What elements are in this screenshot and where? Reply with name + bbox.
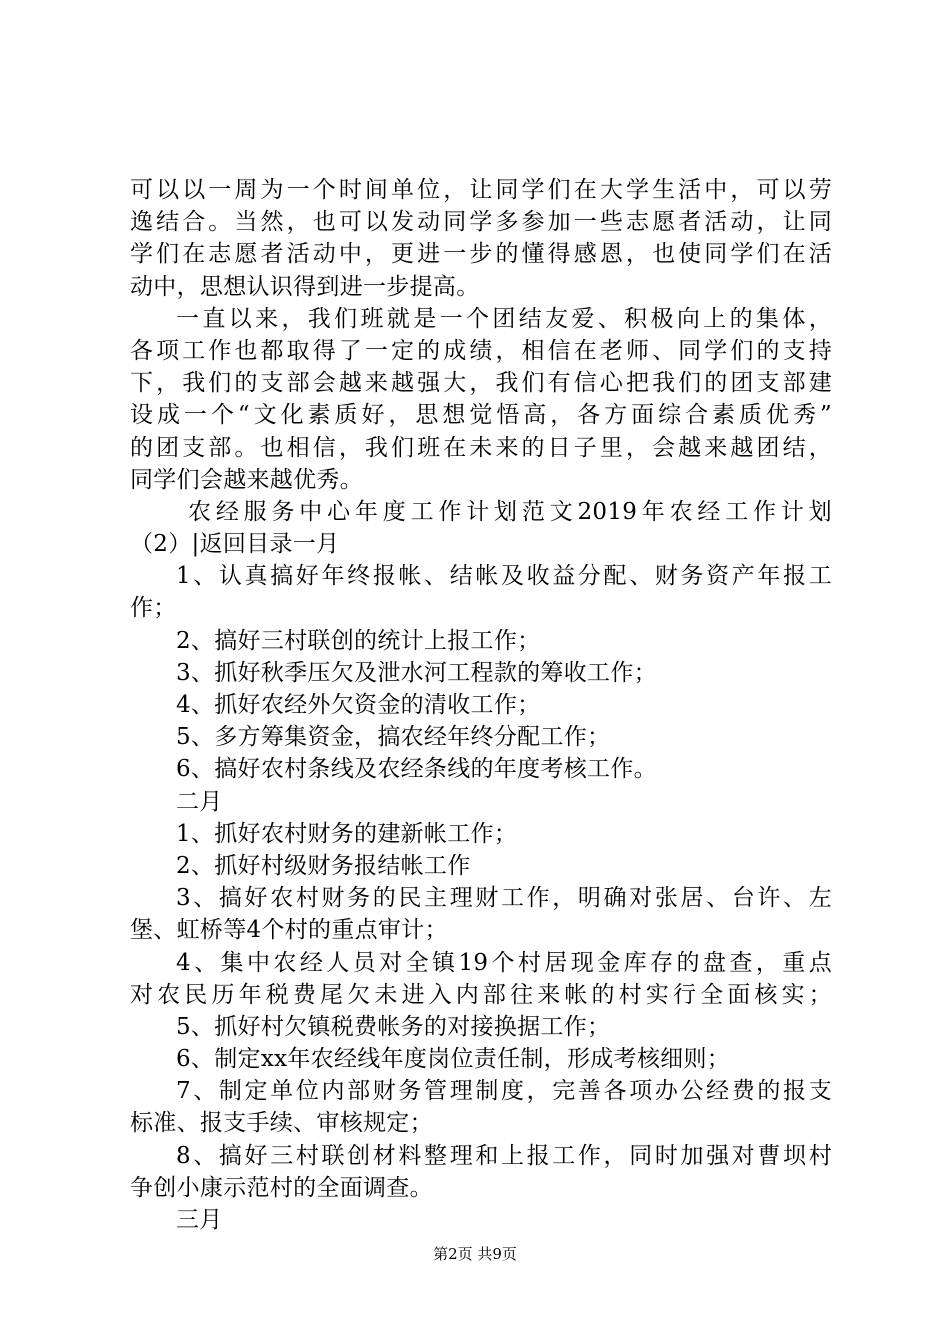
list-item: 3、搞好农村财务的民主理财工作，明确对张居、台许、左	[176, 885, 832, 912]
text-line: 学们在志愿者活动中，更进一步的懂得感恩，也使同学们在活	[130, 241, 832, 268]
text-line: 争创小康示范村的全面调查。	[130, 1174, 433, 1201]
list-item: 7、制定单位内部财务管理制度，完善各项办公经费的报支	[176, 1078, 832, 1105]
list-item: 6、搞好农村条线及农经条线的年度考核工作。	[176, 756, 657, 783]
section-title: 农经服务中心年度工作计划范文2019年农经工作计划	[188, 498, 832, 525]
text-line: 下，我们的支部会越来越强大，我们有信心把我们的团支部建	[130, 370, 832, 397]
list-item: 1、认真搞好年终报帐、结帐及收益分配、财务资产年报工	[176, 563, 832, 590]
list-item: 6、制定xx年农经线年度岗位责任制，形成考核细则；	[176, 1046, 731, 1073]
document-body	[130, 174, 832, 1236]
text-line: 逸结合。当然，也可以发动同学多参加一些志愿者活动，让同	[130, 209, 832, 236]
list-item: 8、搞好三村联创材料整理和上报工作，同时加强对曹坝村	[176, 1142, 832, 1169]
list-item: 2、搞好三村联创的统计上报工作；	[176, 627, 541, 654]
text-line: 动中，思想认识得到进一步提高。	[130, 273, 480, 300]
list-item: 4、抓好农经外欠资金的清收工作；	[176, 692, 541, 718]
text-line: 一直以来，我们班就是一个团结友爱、积极向上的集体，	[176, 305, 832, 332]
text-line: 作；	[130, 595, 177, 622]
list-item: 5、抓好村欠镇税费帐务的对接换据工作；	[176, 1013, 611, 1040]
month-heading: 二月	[176, 788, 223, 815]
text-line: 的团支部。也相信，我们班在未来的日子里，会越来越团结，	[130, 434, 832, 461]
text-line: 可以以一周为一个时间单位，让同学们在大学生活中，可以劳	[130, 177, 832, 203]
list-item: 2、抓好村级财务报结帐工作	[176, 852, 471, 879]
text-line: 各项工作也都取得了一定的成绩，相信在老师、同学们的支持	[130, 337, 832, 364]
text-line: 同学们会越来越优秀。	[130, 466, 363, 493]
list-item: 5、多方筹集资金，搞农经年终分配工作；	[176, 724, 611, 751]
page-number-footer: 第2页 共9页	[433, 1245, 517, 1263]
month-heading: 三月	[176, 1207, 223, 1233]
text-line: 标准、报支手续、审核规定；	[130, 1110, 433, 1137]
text-line: 设成一个“文化素质好，思想觉悟高，各方面综合素质优秀”	[130, 402, 832, 429]
list-item: 3、抓好秋季压欠及泄水河工程款的筹收工作；	[176, 659, 657, 686]
list-item: 1、抓好农村财务的建新帐工作；	[176, 820, 518, 847]
list-item: 4、集中农经人员对全镇19个村居现金库存的盘查，重点	[176, 949, 832, 976]
text-line: 对农民历年税费尾欠未进入内部往来帐的村实行全面核实；	[130, 981, 832, 1008]
text-line: 堡、虹桥等4个村的重点审计；	[130, 917, 448, 944]
section-title-continuation: （2）|返回目录一月	[130, 531, 340, 558]
